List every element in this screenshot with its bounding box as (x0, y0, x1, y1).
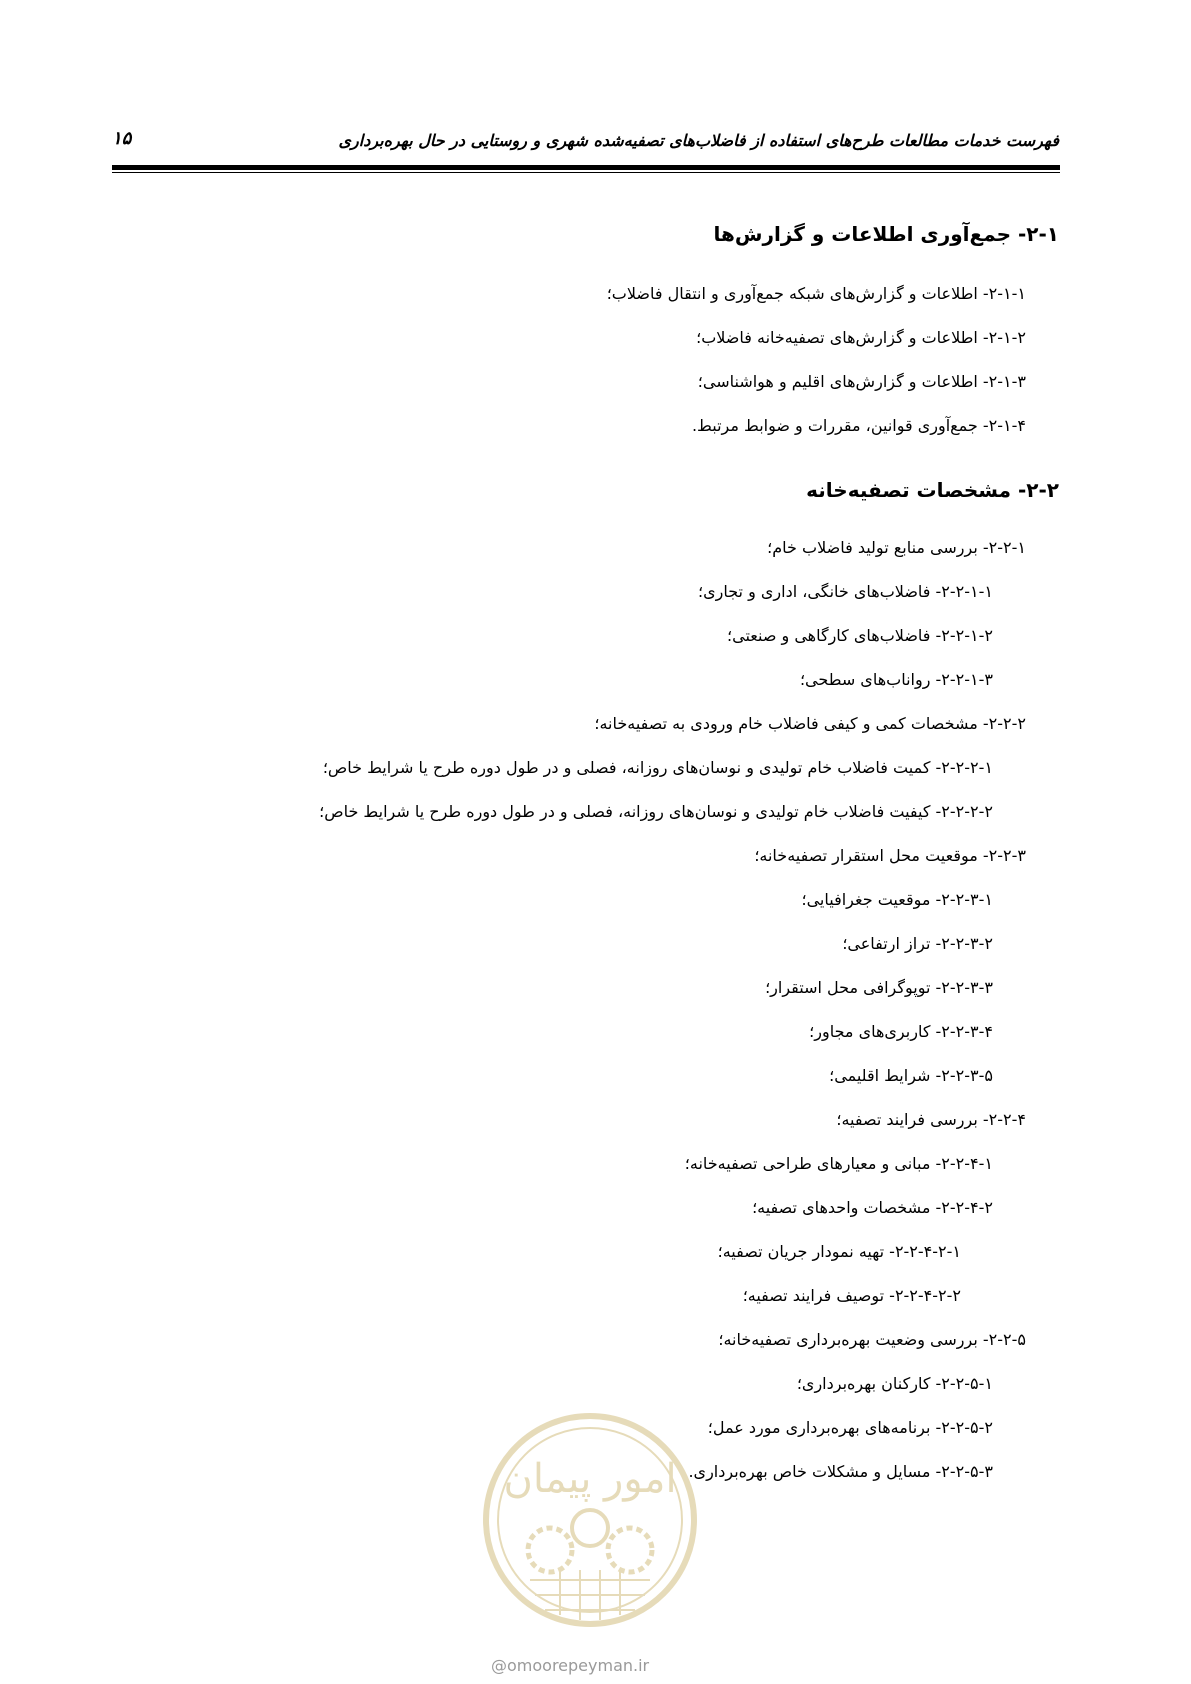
list-item: ۲-۲-۵-۲- برنامه‌های بهره‌برداری مورد عمل؛ (707, 1418, 993, 1437)
running-header-title: فهرست خدمات مطالعات طرح‌های استفاده از فاضلاب‌های تصفیه‌شده شهری و روستایی در حال بهره‌برداری (338, 131, 1059, 150)
list-item: ۲-۲-۱- بررسی منابع تولید فاضلاب خام؛ (767, 538, 1026, 557)
list-item: ۲-۲-۳-۵- شرایط اقلیمی؛ (829, 1066, 993, 1085)
list-item: ۲-۲-۵-۱- کارکنان بهره‌برداری؛ (796, 1374, 993, 1393)
list-item: ۲-۲-۴-۲-۱- تهیه نمودار جریان تصفیه؛ (717, 1242, 961, 1261)
seal-lettering: امور پیمان (503, 1456, 677, 1502)
list-item: ۲-۲-۳- موقعیت محل استقرار تصفیه‌خانه؛ (754, 846, 1026, 865)
watermark-seal-icon (480, 1410, 700, 1630)
list-item: ۲-۲-۳-۳- توپوگرافی محل استقرار؛ (765, 978, 993, 997)
list-item: ۲-۲-۳-۲- تراز ارتفاعی؛ (842, 934, 993, 953)
list-item: ۲-۲-۱-۲- فاضلاب‌های کارگاهی و صنعتی؛ (727, 626, 993, 645)
list-item: ۲-۱-۱- اطلاعات و گزارش‌های شبکه جمع‌آوری و انتقال فاضلاب؛ (606, 284, 1026, 303)
list-item: ۲-۲-۵-۳- مسایل و مشکلات خاص بهره‌برداری. (688, 1462, 993, 1481)
list-item: ۲-۲-۳-۱- موقعیت جغرافیایی؛ (801, 890, 993, 909)
list-item: ۲-۲-۴-۱- مبانی و معیارهای طراحی تصفیه‌خانه؛ (684, 1154, 993, 1173)
header-rule-thick (112, 165, 1060, 170)
watermark-url: @omoorepeyman.ir (491, 1656, 650, 1675)
list-item: ۲-۲-۵- بررسی وضعیت بهره‌برداری تصفیه‌خانه؛ (718, 1330, 1026, 1349)
list-item: ۲-۲-۲-۱- کمیت فاضلاب خام تولیدی و نوسان‌های روزانه، فصلی و در طول دوره طرح یا شرایط خاص؛ (322, 758, 993, 777)
list-item: ۲-۱-۲- اطلاعات و گزارش‌های تصفیه‌خانه فاضلاب؛ (696, 328, 1026, 347)
list-item: ۲-۲-۴-۲-۲- توصیف فرایند تصفیه؛ (742, 1286, 961, 1305)
section-heading: ۲-۲- مشخصات تصفیه‌خانه (806, 478, 1059, 502)
list-item: ۲-۲-۳-۴- کاربری‌های مجاور؛ (809, 1022, 993, 1041)
list-item: ۲-۱-۳- اطلاعات و گزارش‌های اقلیم و هواشناسی؛ (697, 372, 1026, 391)
list-item: ۲-۲-۴- بررسی فرایند تصفیه؛ (836, 1110, 1026, 1129)
list-item: ۲-۲-۲- مشخصات کمی و کیفی فاضلاب خام ورودی به تصفیه‌خانه؛ (594, 714, 1026, 733)
list-item: ۲-۲-۱-۳- رواناب‌های سطحی؛ (799, 670, 993, 689)
list-item: ۲-۱-۴- جمع‌آوری قوانین، مقررات و ضوابط مرتبط. (691, 416, 1026, 435)
list-item: ۲-۲-۱-۱- فاضلاب‌های خانگی، اداری و تجاری؛ (698, 582, 993, 601)
list-item: ۲-۲-۴-۲- مشخصات واحدهای تصفیه؛ (752, 1198, 993, 1217)
header-rule-thin (112, 172, 1060, 173)
section-heading: ۲-۱- جمع‌آوری اطلاعات و گزارش‌ها (713, 222, 1059, 246)
page-number: ۱۵ (112, 128, 132, 149)
list-item: ۲-۲-۲-۲- کیفیت فاضلاب خام تولیدی و نوسان‌های روزانه، فصلی و در طول دوره طرح یا شرایط خاص؛ (319, 802, 993, 821)
